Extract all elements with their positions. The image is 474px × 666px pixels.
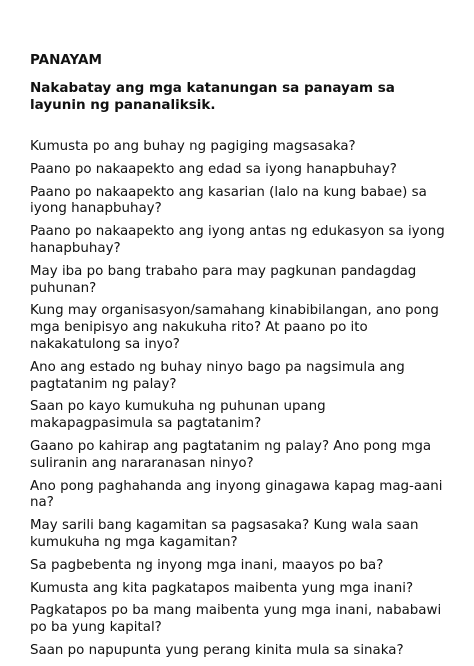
document-subtitle: Nakabatay ang mga katanungan sa panayam sa layunin ng pananaliksik. xyxy=(30,80,395,113)
question-item: Paano po nakaapekto ang iyong antas ng edukasyon sa iyong hanapbuhay? xyxy=(30,224,445,256)
question-item: Saan po napupunta yung perang kinita mula sa sinaka? xyxy=(30,642,404,658)
question-item: Ano pong paghahanda ang inyong ginagawa kapag mag-aani na? xyxy=(30,478,443,511)
question-item: Ano ang estado ng buhay ninyo bago pa nagsimula ang pagtatanim ng palay? xyxy=(30,359,405,392)
question-item: Paano po nakaapekto ang kasarian (lalo na kung babae) sa iyong hanapbuhay? xyxy=(30,184,427,217)
question-item: Paano po nakaapekto ang edad sa iyong hanapbuhay? xyxy=(30,161,397,177)
question-item: May sarili bang kagamitan sa pagsasaka? Kung wala saan kumukuha ng mga kagamitan? xyxy=(30,518,419,550)
document-content xyxy=(30,52,450,666)
question-item: Sa pagbebenta ng inyong mga inani, maayos po ba? xyxy=(30,557,384,573)
question-item: Kumusta ang kita pagkatapos maibenta yung mga inani? xyxy=(30,580,414,596)
document-title: PANAYAM xyxy=(30,52,102,68)
question-item: Kung may organisasyon/samahang kinabibilangan, ano pong mga benipisyo ang nakukuha rito? At paano po ito nakakatulong sa inyo? xyxy=(30,303,439,352)
question-item: Kumusta po ang buhay ng pagiging magsasaka? xyxy=(30,139,356,154)
question-item: Gaano po kahirap ang pagtatanim ng palay? Ano pong mga suliranin ang nararanasan ninyo? xyxy=(30,438,432,471)
question-item: May iba po bang trabaho para may pagkunan pandagdag puhunan? xyxy=(30,263,417,296)
question-item: Saan po kayo kumukuha ng puhunan upang makapagpasimula sa pagtatanim? xyxy=(30,399,326,432)
question-item: Pagkatapos po ba mang maibenta yung mga inani, nababawi po ba yung kapital? xyxy=(30,603,442,636)
question-list xyxy=(30,139,450,660)
